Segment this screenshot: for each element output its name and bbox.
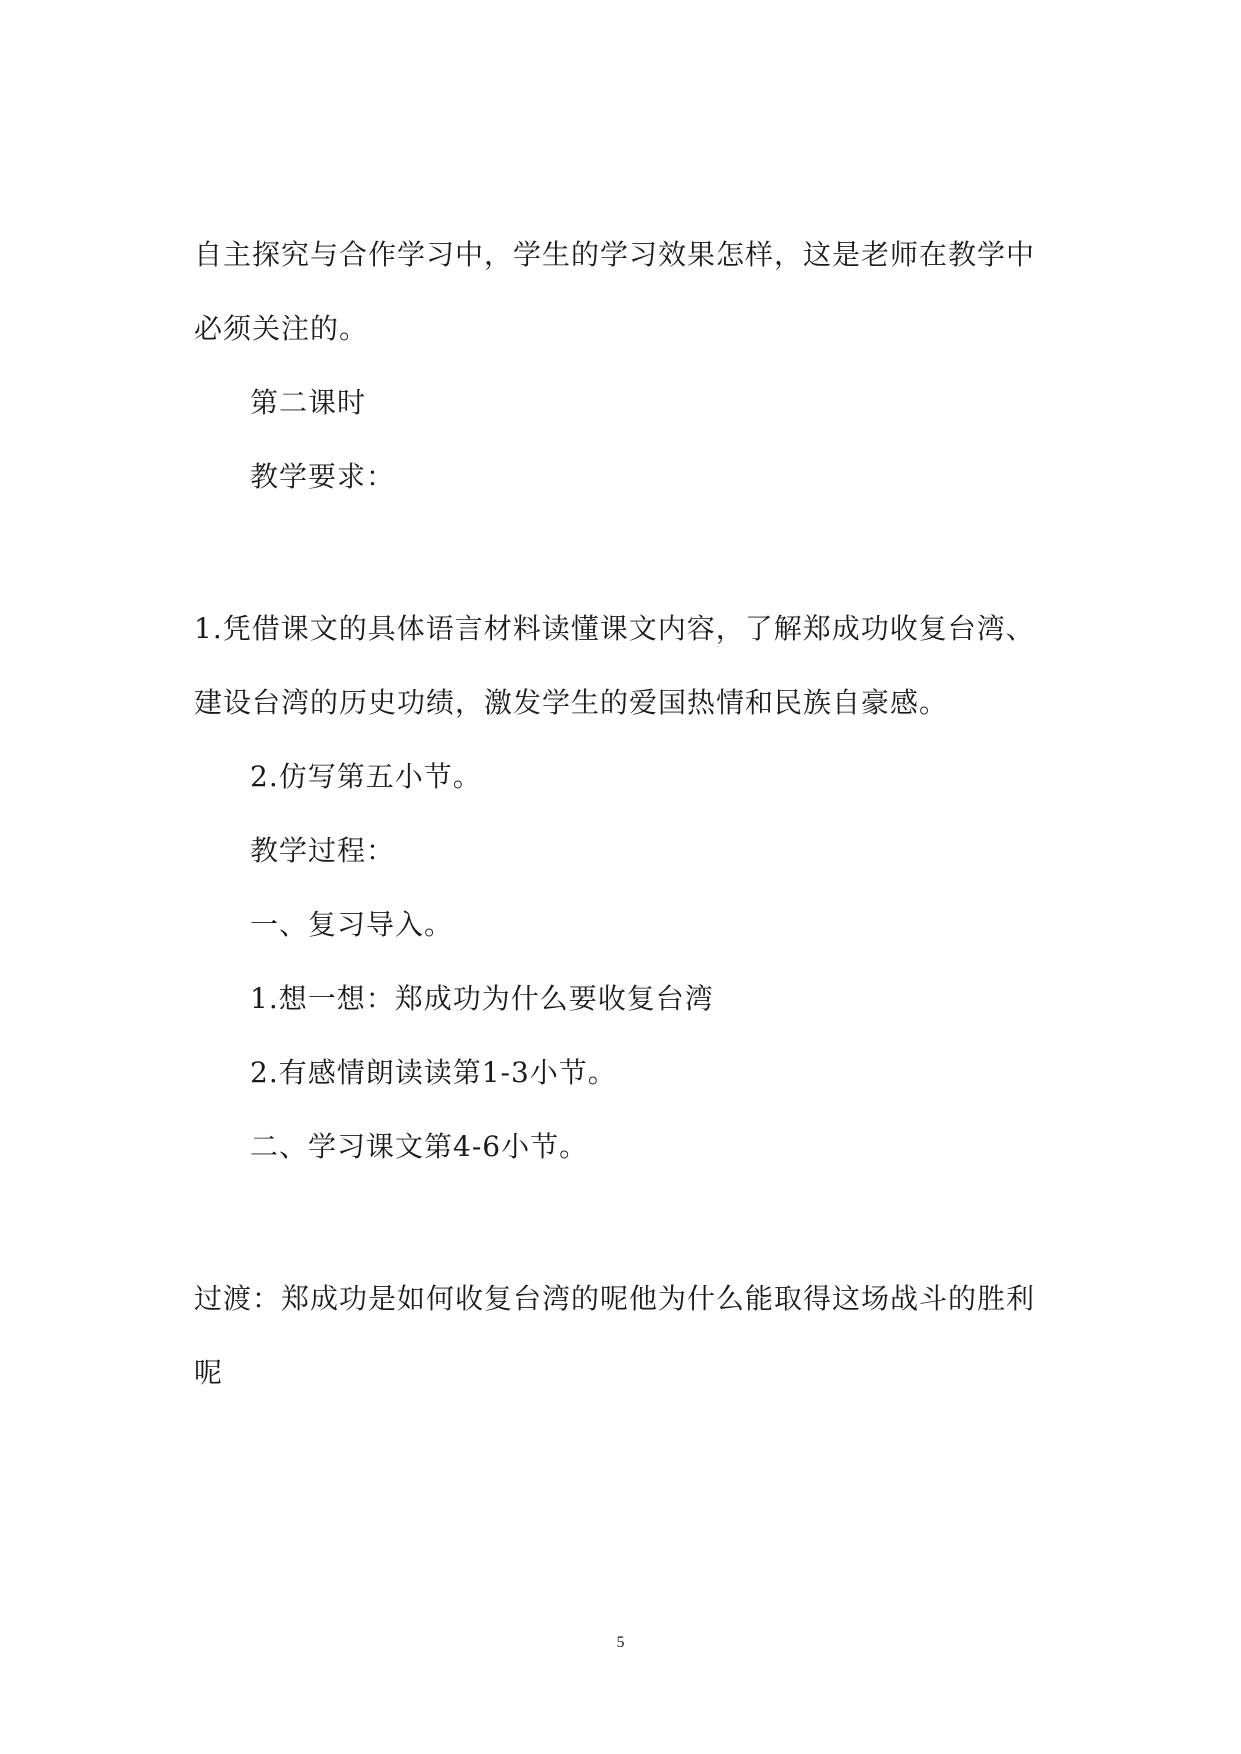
page-number: 5 <box>616 1634 625 1651</box>
subheading-process: 教学过程： <box>250 834 396 867</box>
list-item: 2.仿写第五小节。 <box>250 760 482 793</box>
list-item: 2.有感情朗读读第1-3小节。 <box>250 1056 617 1089</box>
list-heading: 一、复习导入。 <box>250 908 454 941</box>
paragraph-line: 自主探究与合作学习中，学生的学习效果怎样，这是老师在教学中 <box>194 238 1036 271</box>
paragraph-line: 呢 <box>194 1356 224 1389</box>
paragraph-line: 必须关注的。 <box>194 312 369 345</box>
subheading-requirements: 教学要求： <box>250 460 396 493</box>
paragraph-line: 过渡：郑成功是如何收复台湾的呢他为什么能取得这场战斗的胜利 <box>194 1282 1036 1315</box>
list-heading: 二、学习课文第4-6小节。 <box>250 1130 589 1163</box>
paragraph-line: 1.凭借课文的具体语言材料读懂课文内容，了解郑成功收复台湾、 <box>194 612 1035 645</box>
section-heading: 第二课时 <box>250 386 367 419</box>
list-item: 1.想一想：郑成功为什么要收复台湾 <box>250 982 714 1015</box>
paragraph-line: 建设台湾的历史功绩，激发学生的爱国热情和民族自豪感。 <box>194 686 949 719</box>
